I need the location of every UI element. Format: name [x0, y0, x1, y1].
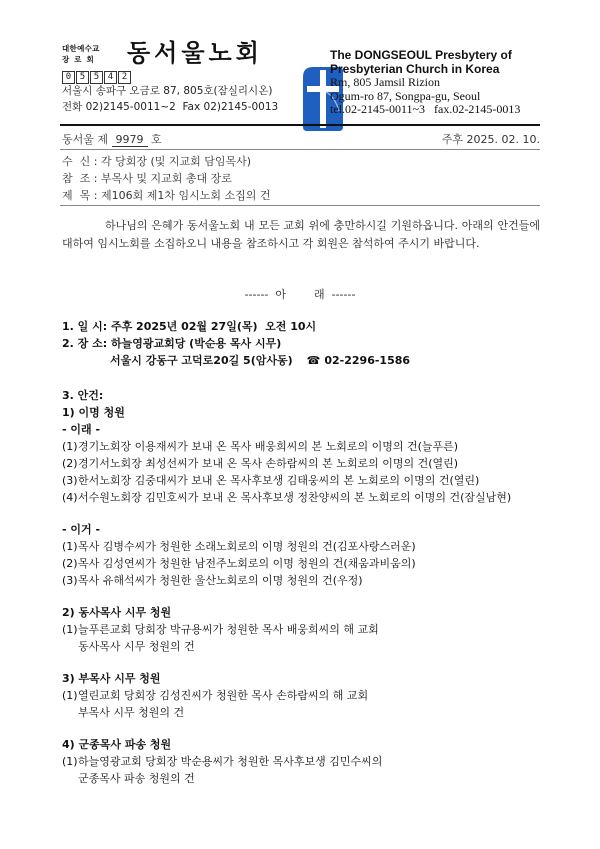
postal-digit: 5: [76, 71, 89, 84]
item-number: (1): [62, 755, 78, 768]
agenda-military-chaplain-title: 4) 군종목사 파송 청원: [62, 738, 172, 751]
spacer: [62, 721, 540, 736]
document-date: 주후 2025. 02. 10.: [441, 133, 540, 146]
transfer-outgoing-label: - 이거 -: [62, 523, 101, 536]
document-number: [62, 131, 162, 148]
spacer: [62, 506, 540, 521]
routing-value: 제106회 제1차 임시노회 소집의 건: [100, 189, 271, 202]
english-name-line2: Presbyterian Church in Korea: [330, 62, 500, 76]
item-text: 경기노회장 이용재씨가 보내 온 목사 배웅희씨의 본 노회로의 이명의 건(늘푸른): [78, 440, 459, 453]
english-address-line1: Rm, 805 Jamsil Rizion: [330, 75, 441, 89]
denomination-top: 대한예수교: [62, 44, 100, 53]
item-number: (1): [62, 440, 78, 453]
phone-icon: ☎: [306, 354, 321, 367]
list-item: [62, 555, 540, 572]
routing-label: 제 목 :: [62, 189, 101, 202]
item-text: 경기서노회장 최성선씨가 보내 온 목사 손하람씨의 본 노회로의 이명의 건(열린): [78, 457, 459, 470]
list-item: [62, 687, 540, 704]
routing-subject: [62, 187, 270, 204]
list-item: [62, 438, 540, 455]
routing-value: 각 당회장 (및 지교회 담임목사): [100, 155, 252, 168]
spacer: [62, 589, 540, 604]
denomination-bottom: 장 로 회: [62, 55, 95, 64]
meeting-time: 1. 일 시: 주후 2025년 02월 27일(목) 오전 10시: [62, 320, 317, 333]
greeting-paragraph: 하나님의 은혜가 동서울노회 내 모든 교회 위에 충만하시길 기원하옵니다. 아래의 안건들에 대하여 임시노회를 소집하오니 내용을 참조하시고 각 회원은 참석하여 주시기 바랍니다.: [62, 219, 540, 250]
transfer-incoming-label: - 이래 -: [62, 423, 101, 436]
list-item: [62, 753, 540, 770]
presbyterian-cross-logo-icon: [283, 48, 323, 112]
item-text: 늘푸른교회 당회장 박규용씨가 청원한 목사 배웅희씨의 해 교회: [78, 623, 379, 636]
reference-divider: [60, 149, 540, 150]
agenda-associate-pastor-title: 3) 부목사 시무 청원: [62, 672, 161, 685]
meeting-place: 2. 장 소: 하늘영광교회당 (박순용 목사 시무): [62, 337, 282, 350]
routing-value: 부목사 및 지교회 총대 장로: [100, 172, 232, 185]
item-number: (3): [62, 474, 78, 487]
spacer: [62, 369, 540, 387]
list-item: [62, 572, 540, 589]
routing-reference: [62, 170, 232, 187]
agenda-co-pastor-title: 2) 동사목사 시무 청원: [62, 606, 172, 619]
item-text: 목사 유해석씨가 청원한 울산노회로의 이명 청원의 건(우정): [78, 574, 363, 587]
meeting-place-address: [62, 352, 540, 369]
postal-digit: 2: [118, 71, 131, 84]
list-item: [62, 472, 540, 489]
doc-number-suffix: 호: [151, 133, 162, 146]
list-item-continuation: 군종목사 파송 청원의 건: [78, 772, 195, 785]
postal-digit: 5: [90, 71, 103, 84]
section-divider-below: ------ 아 래 ------: [244, 288, 356, 301]
list-item: [62, 489, 540, 506]
item-number: (4): [62, 491, 78, 504]
list-item: [62, 538, 540, 555]
spacer: [62, 655, 540, 670]
org-contact: 전화 02)2145-0011~2 Fax 02)2145-0013: [62, 101, 279, 113]
item-number: (2): [62, 557, 78, 570]
item-text: 서수원노회장 김민호씨가 보내 온 목사후보생 정찬양씨의 본 노회로의 이명의 건(잠실남현): [78, 491, 512, 504]
item-number: (1): [62, 540, 78, 553]
routing-label: 참 조 :: [62, 172, 101, 185]
agenda-heading: 3. 안건:: [62, 389, 104, 402]
item-number: (3): [62, 574, 78, 587]
org-address: 서울시 송파구 오금로 87, 805호(잠실리시온): [62, 85, 273, 97]
doc-number-value: 9979: [112, 133, 148, 147]
english-address-line2: Ogum-ro 87, Songpa-gu, Seoul: [330, 89, 481, 103]
routing-label: 수 신 :: [62, 155, 101, 168]
routing-divider: [60, 205, 540, 206]
list-item-continuation: 부목사 시무 청원의 건: [78, 706, 185, 719]
postal-digit: 0: [62, 71, 75, 84]
english-name-line1: The DONGSEOUL Presbytery of: [330, 48, 512, 62]
item-number: (1): [62, 689, 78, 702]
org-name: 동서울노회: [127, 39, 263, 67]
item-text: 열린교회 당회장 김성진씨가 청원한 목사 손하람씨의 해 교회: [78, 689, 369, 702]
routing-recipient: [62, 153, 251, 170]
header-divider: [60, 124, 540, 126]
list-item-continuation: 동사목사 시무 청원의 건: [78, 640, 195, 653]
item-number: (2): [62, 457, 78, 470]
postal-digit: 4: [104, 71, 117, 84]
item-number: (1): [62, 623, 78, 636]
item-text: 목사 김성연씨가 청원한 남전주노회로의 이명 청원의 건(채움과비움의): [78, 557, 416, 570]
item-text: 하늘영광교회 당회장 박순용씨가 청원한 목사후보생 김민수씨의: [78, 755, 383, 768]
meeting-details: [62, 318, 540, 787]
place-phone: 02-2296-1586: [324, 354, 411, 367]
postal-code: [62, 71, 131, 84]
list-item: [62, 455, 540, 472]
item-text: 한서노회장 김중대씨가 보내 온 목사후보생 김태웅씨의 본 노회로의 이명의 건(열린): [78, 474, 480, 487]
english-contact: tel.02-2145-0011~3 fax.02-2145-0013: [330, 102, 521, 116]
list-item: [62, 621, 540, 638]
item-text: 목사 김병수씨가 청원한 소래노회로의 이명 청원의 건(김포사랑스러운): [78, 540, 416, 553]
place-address: 서울시 강동구 고덕로20길 5(암사동): [110, 354, 293, 367]
agenda-transfer-title: 1) 이명 청원: [62, 406, 125, 419]
doc-number-prefix: 동서울 제: [62, 133, 109, 146]
